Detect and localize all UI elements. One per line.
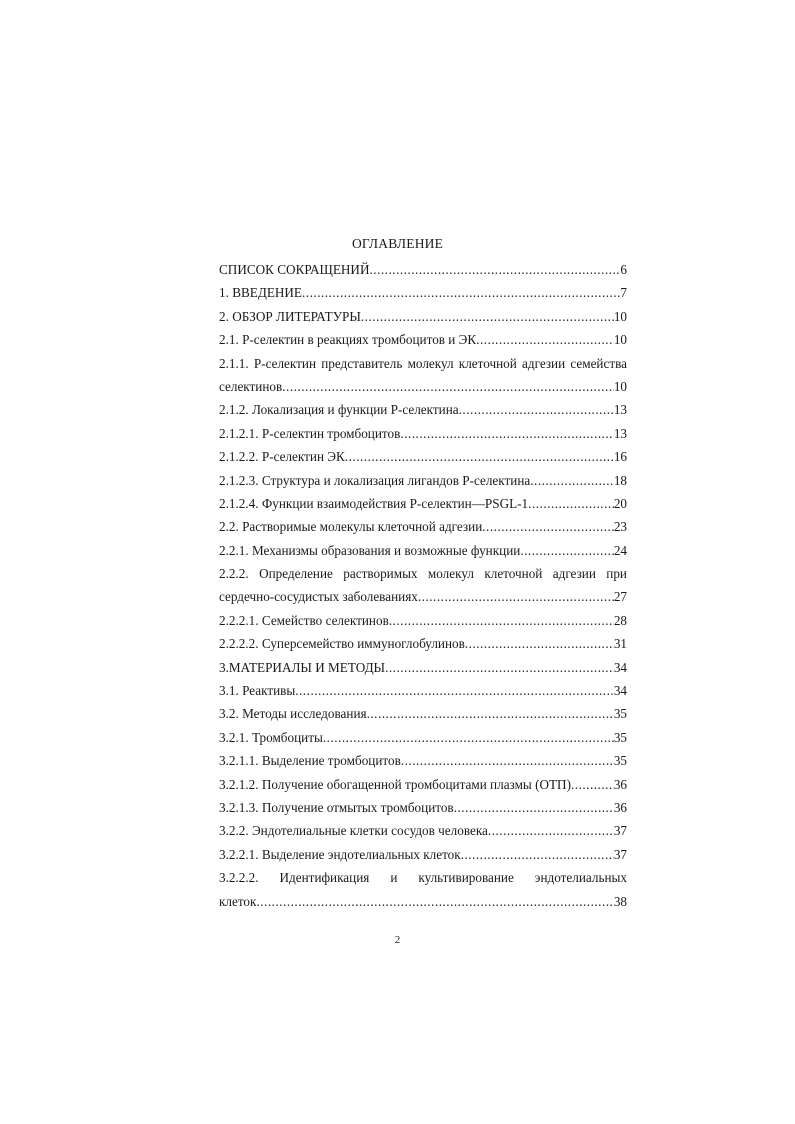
toc-entry-label: 3.1. Реактивы	[219, 683, 296, 699]
toc-entry-label: 3.2.1. Тромбоциты	[219, 729, 323, 745]
dot-leader	[369, 258, 620, 281]
toc-entry-page: 31	[613, 636, 627, 652]
toc-entry-label: 2.1.2.3. Структура и локализация лигандов Р-селектина	[219, 472, 531, 488]
toc-entry-page: 10	[613, 308, 627, 324]
toc-entry-page: 34	[613, 683, 627, 699]
toc-entry-page: 37	[613, 823, 627, 839]
dot-leader	[520, 539, 613, 562]
dot-leader	[476, 328, 614, 351]
toc-entry-page: 38	[613, 893, 627, 909]
dot-leader	[571, 773, 614, 796]
toc-entry	[219, 469, 627, 492]
toc-entry-label: 2.1.2.4. Функции взаимодействия Р-селектин—PSGL-1	[219, 495, 529, 511]
toc-entry-label: 3.2. Методы исследования	[219, 706, 367, 722]
toc-entry	[219, 656, 627, 679]
dot-leader	[459, 398, 614, 421]
toc-entry-page: 35	[613, 729, 627, 745]
dot-leader	[256, 890, 613, 913]
dot-leader	[345, 445, 614, 468]
dot-leader	[482, 515, 614, 538]
dot-leader	[530, 469, 614, 492]
toc-entry	[219, 515, 627, 538]
dot-leader	[295, 679, 614, 702]
dot-leader	[400, 422, 613, 445]
toc-entry-page: 13	[613, 425, 627, 441]
toc-entry	[219, 258, 627, 281]
table-of-contents	[219, 258, 627, 913]
toc-entry-label: 2.1.2. Локализация и функции Р-селектина	[219, 402, 459, 418]
toc-entry	[219, 843, 627, 866]
toc-entry-page: 23	[613, 519, 627, 535]
toc-entry-page: 36	[613, 776, 627, 792]
toc-entry-label: 2.1. Р-селектин в реакциях тромбоцитов и ЭК	[219, 332, 477, 348]
toc-entry-page: 10	[613, 378, 627, 394]
toc-entry	[219, 422, 627, 445]
toc-entry	[219, 585, 627, 608]
toc-entry-page: 37	[613, 846, 627, 862]
toc-entry	[219, 679, 627, 702]
toc-entry-label: 2.2.2.1. Семейство селектинов	[219, 612, 389, 628]
toc-entry-label-line1: 2.2.2. Определение растворимых молекул клеточной адгезии при	[219, 566, 627, 582]
toc-entry-label: 2.1.2.1. Р-селектин тромбоцитов	[219, 425, 401, 441]
dot-leader	[323, 726, 614, 749]
dot-leader	[418, 585, 614, 608]
toc-entry-label-line2: клеток	[219, 893, 257, 909]
dot-leader	[401, 749, 614, 772]
dot-leader	[302, 281, 620, 304]
toc-entry-label: 3.2.1.3. Получение отмытых тромбоцитов	[219, 799, 454, 815]
toc-entry-page: 28	[613, 612, 627, 628]
toc-entry-label: 2.2.2.2. Суперсемейство иммуноглобулинов	[219, 636, 465, 652]
toc-entry	[219, 328, 627, 351]
toc-entry	[219, 726, 627, 749]
dot-leader	[282, 375, 614, 398]
toc-entry-page: 35	[613, 706, 627, 722]
page-title: ОГЛАВЛЕНИЕ	[351, 236, 444, 251]
toc-entry-label-line1: 2.1.1. Р-селектин представитель молекул клеточной адгезии семейства	[219, 355, 627, 371]
dot-leader	[465, 632, 614, 655]
toc-entry-page: 13	[613, 402, 627, 418]
toc-entry-label: 2. ОБЗОР ЛИТЕРАТУРЫ	[219, 308, 361, 324]
toc-entry-label-line2: селектинов	[219, 378, 283, 394]
toc-entry-label: 1. ВВЕДЕНИЕ	[219, 285, 302, 301]
toc-entry-page: 20	[613, 495, 627, 511]
toc-entry	[219, 632, 627, 655]
toc-entry	[219, 819, 627, 842]
dot-leader	[385, 656, 614, 679]
toc-entry-label: 3.2.2.1. Выделение эндотелиальных клеток	[219, 846, 461, 862]
dot-leader	[389, 609, 614, 632]
toc-entry	[219, 609, 627, 632]
dot-leader	[367, 702, 614, 725]
toc-entry	[219, 281, 627, 304]
dot-leader	[461, 843, 614, 866]
toc-entry-label: 2.1.2.2. Р-селектин ЭК	[219, 449, 345, 465]
toc-entry-page: 6	[620, 262, 627, 277]
dot-leader	[361, 305, 614, 328]
toc-entry	[219, 398, 627, 421]
toc-entry	[219, 375, 627, 398]
toc-entry-label: 3.2.1.2. Получение обогащенной тромбоцитами плазмы (ОТП)	[219, 776, 571, 792]
dot-leader	[488, 819, 614, 842]
page-number: 2	[394, 934, 401, 946]
toc-entry-label: 2.2. Растворимые молекулы клеточной адгезии	[219, 519, 483, 535]
toc-entry	[219, 773, 627, 796]
toc-entry-label: 2.2.1. Механизмы образования и возможные функции	[219, 542, 521, 558]
toc-entry-page: 24	[613, 542, 627, 558]
toc-entry	[219, 749, 627, 772]
toc-entry-label-line1: 3.2.2.2. Идентификация и культивирование эндотелиальных	[219, 870, 627, 886]
toc-entry	[219, 492, 627, 515]
toc-entry-page: 18	[613, 472, 627, 488]
dot-leader	[528, 492, 614, 515]
toc-entry-label: СПИСОК СОКРАЩЕНИЙ	[219, 262, 370, 277]
toc-entry-page: 10	[613, 332, 627, 348]
toc-entry-label: 3.2.1.1. Выделение тромбоцитов	[219, 753, 401, 769]
toc-entry-page: 35	[613, 753, 627, 769]
toc-entry	[219, 445, 627, 468]
toc-entry-label: 3.2.2. Эндотелиальные клетки сосудов человека	[219, 823, 488, 839]
toc-entry-page: 7	[620, 285, 627, 301]
dot-leader	[454, 796, 614, 819]
toc-entry-page: 36	[613, 799, 627, 815]
toc-entry-label-line2: сердечно-сосудистых заболеваниях	[219, 589, 418, 605]
toc-entry	[219, 305, 627, 328]
toc-entry	[219, 890, 627, 913]
toc-entry	[219, 539, 627, 562]
toc-entry-page: 16	[613, 449, 627, 465]
toc-entry	[219, 796, 627, 819]
toc-entry	[219, 702, 627, 725]
toc-entry-page: 27	[613, 589, 627, 605]
toc-entry-page: 34	[613, 659, 627, 675]
toc-entry-label: 3.МАТЕРИАЛЫ И МЕТОДЫ	[219, 659, 386, 675]
